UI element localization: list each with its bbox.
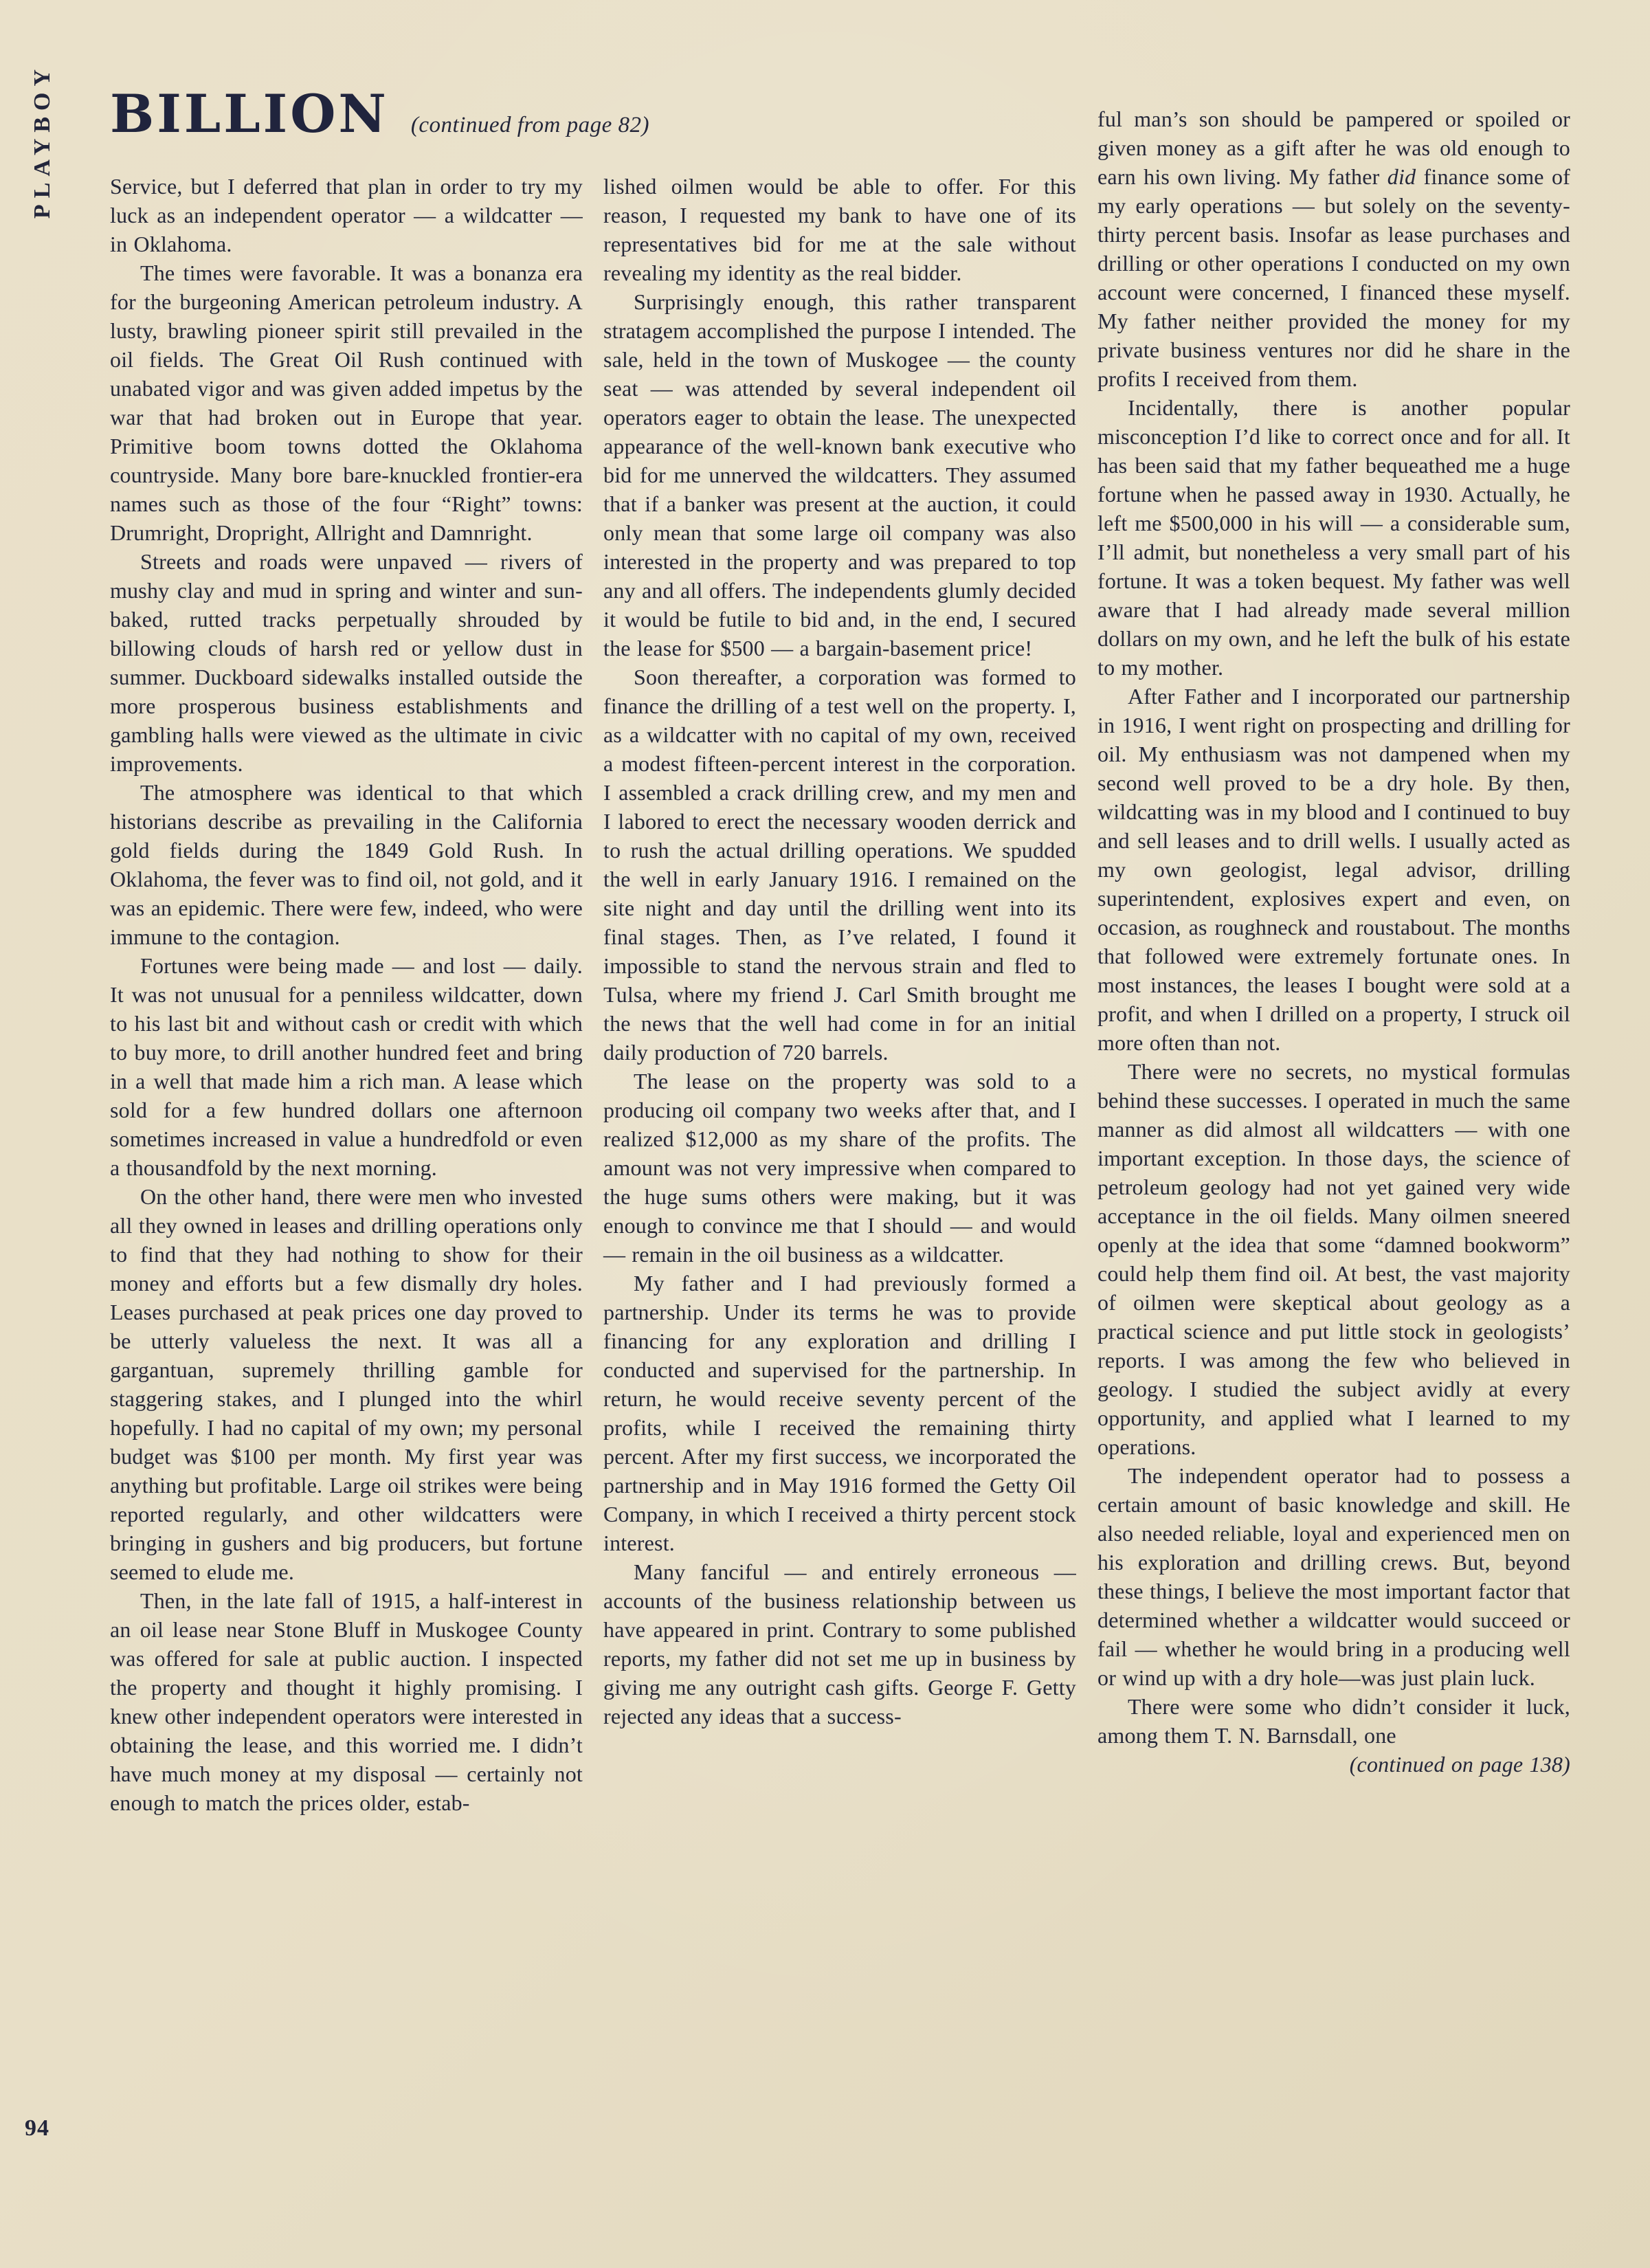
paragraph: Incidentally, there is another popular misconception I’d like to correct once and for all. It has been said that my father bequeathed me a huge fortune when he passed away in 1930. Actually, he left me $500,000 in his will — a considerable sum, I’ll admit, but nonetheless a very small part of his fortune. It was a token bequest. My father was well aware that I had already made several million dollars on my own, and he left the bulk of his estate to my mother. [1097,395,1570,680]
paragraph: Then, in the late fall of 1915, a half-interest in an oil lease near Stone Bluff in Muskogee County was offered for sale at public auction. I inspected the property and thought it highly promising. I knew other independent operators were interested in obtaining the lease, and this worried me. I didn’t have much money at my disposal — certainly not enough to match the prices older, estab- [110,1588,583,1815]
page-number: 94 [25,2115,49,2141]
article-title: BILLION [110,83,389,144]
article-column-1 [110,172,583,1817]
playboy-spine-label: PLAYBOY [30,63,55,219]
paragraph: On the other hand, there were men who invested all they owned in leases and drilling operations only to find that they had nothing to show for their money and efforts but a few dismally dry holes. Leases purchased at peak prices one day proved to be utterly valueless the next. It was all a gargantuan, supremely thrilling gamble for staggering stakes, and I plunged into the whirl hopefully. I had no capital of my own; my personal budget was $100 per month. My first year was anything but profitable. Large oil strikes were being reported regularly, and other wildcatters were bringing in gushers and big producers, but fortune seemed to elude me. [110,1184,583,1584]
paragraph: There were no secrets, no mystical formulas behind these successes. I operated in much the same manner as did almost all wildcatters — with one important exception. In those days, the science of petroleum geology had not yet gained very wide acceptance in the oil fields. Many oilmen sneered openly at the idea that some “damned bookworm” could help them find oil. At best, the vast majority of oilmen were skeptical about geology as a practical science and put little stock in geologists’ reports. I was among the few who believed in geology. I studied the subject avidly at every opportunity, and applied what I learned to my operations. [1097,1059,1570,1459]
paragraph: There were some who didn’t consider it luck, among them T. N. Barnsdall, one [1097,1694,1570,1748]
paragraph: The times were favorable. It was a bonanza era for the burgeoning American petroleum industry. A lusty, brawling pioneer spirit still prevailed in the oil fields. The Great Oil Rush continued with unabated vigor and was given added impetus by the war that had broken out in Europe that year. Primitive boom towns dotted the Oklahoma countryside. Many bore bare-knuckled frontier-era names such as those of the four “Right” towns: Drumright, Dropright, Allright and Damnright. [110,260,583,545]
paragraph: After Father and I incorporated our partnership in 1916, I went right on prospecting and drilling for oil. My enthusiasm was not dampened when my second well proved to be a dry hole. By then, wildcatting was in my blood and I continued to buy and sell leases and to drill wells. I usually acted as my own geologist, legal advisor, drilling superintendent, explosives expert and even, on occasion, as roughneck and roustabout. The months that followed were extremely fortunate ones. In most instances, the leases I bought were sold at a profit, and when I drilled on a property, I struck oil more often than not. [1097,684,1570,1055]
paragraph: Fortunes were being made — and lost — daily. It was not unusual for a penniless wildcatter, down to his last bit and without cash or credit with which to buy more, to drill another hundred feet and bring in a well that made him a rich man. A lease which sold for a few hundred dollars one afternoon sometimes increased in value a hundredfold or even a thousandfold by the next morning. [110,953,583,1180]
paragraph: (continued on page 138) [1349,1752,1570,1777]
paragraph: ful man’s son should be pampered or spoiled or given money as a gift after he was old enough to earn his own living. My father did finance some of my early operations — but solely on the seventy-thirty percent basis. Insofar as lease purchases and drilling or other operations I conducted on my own account were concerned, I financed these myself. My father neither provided the money for my private business ventures nor did he share in the profits I received from them. [1097,107,1571,391]
paragraph: The independent operator had to possess a certain amount of basic knowledge and skill. He also needed reliable, loyal and experienced men on his exploration and drilling crews. But, beyond these things, I believe the most important factor that determined whether a wildcatter would succeed or fail — whether he would bring in a producing well or wind up with a dry hole—was just plain luck. [1097,1463,1570,1690]
paragraph: Surprisingly enough, this rather transparent stratagem accomplished the purpose I intended. The sale, held in the town of Muskogee — the county seat — was attended by several independent oil operators eager to obtain the lease. The unexpected appearance of the well-known bank executive who bid for me unnerved the wildcatters. They assumed that if a banker was present at the auction, it could only mean that some large oil company was also interested in the property and was prepared to top any and all offers. The independents glumly decided it would be futile to bid and, in the end, I secured the lease for $500 — a bargain-basement price! [603,289,1076,660]
paragraph: Streets and roads were unpaved — rivers of mushy clay and mud in spring and winter and sun-baked, rutted tracks perpetually shrouded by billowing clouds of harsh red or yellow dust in summer. Duckboard sidewalks installed outside the more prosperous business establishments and gambling halls were viewed as the ultimate in civic improvements. [110,549,583,776]
article-masthead [110,83,650,144]
paragraph: The atmosphere was identical to that which historians describe as prevailing in the California gold fields during the 1849 Gold Rush. In Oklahoma, the fever was to find oil, not gold, and it was an epidemic. There were few, indeed, who were immune to the contagion. [110,780,583,949]
paragraph: The lease on the property was sold to a producing oil company two weeks after that, and I realized $12,000 as my share of the profits. The amount was not very impressive when compared to the huge sums others were making, but it was enough to convince me that I should — and would — remain in the oil business as a wildcatter. [603,1069,1076,1267]
paragraph: Many fanciful — and entirely erroneous — accounts of the business relationship between us have appeared in print. Contrary to some published reports, my father did not set me up in business by giving me any outright cash gifts. George F. Getty rejected any ideas that a success- [603,1559,1076,1728]
continued-from-note: (continued from page 82) [410,113,650,137]
article-column-2 [603,172,1076,1731]
paragraph: Service, but I deferred that plan in order to try my luck as an independent operator — a wildcatter — in Oklahoma. [110,174,583,256]
paragraph: My father and I had previously formed a partnership. Under its terms he was to provide financing for any exploration and drilling I conducted and supervised for the partnership. In return, he would receive seventy percent of the profits, while I received the remaining thirty percent. After my first success, we incorporated the partnership and in May 1916 formed the Getty Oil Company, in which I received a thirty percent stock interest. [603,1271,1076,1555]
paragraph: lished oilmen would be able to offer. For this reason, I requested my bank to have one of its representatives bid for me at the sale without revealing my identity as the real bidder. [603,174,1076,285]
paragraph: Soon thereafter, a corporation was formed to finance the drilling of a test well on the property. I, as a wildcatter with no capital of my own, received a modest fifteen-percent interest in the corporation. I assembled a crack drilling crew, and my men and I labored to erect the necessary wooden derrick and to rush the actual drilling operations. We spudded the well in early January 1916. I remained on the site night and day until the drilling went into its final stages. Then, as I’ve related, I found it impossible to stand the nervous strain and fled to Tulsa, where my friend J. Carl Smith brought me the news that the well had come in for an initial daily production of 720 barrels. [603,665,1076,1065]
article-column-3 [1097,104,1570,1779]
